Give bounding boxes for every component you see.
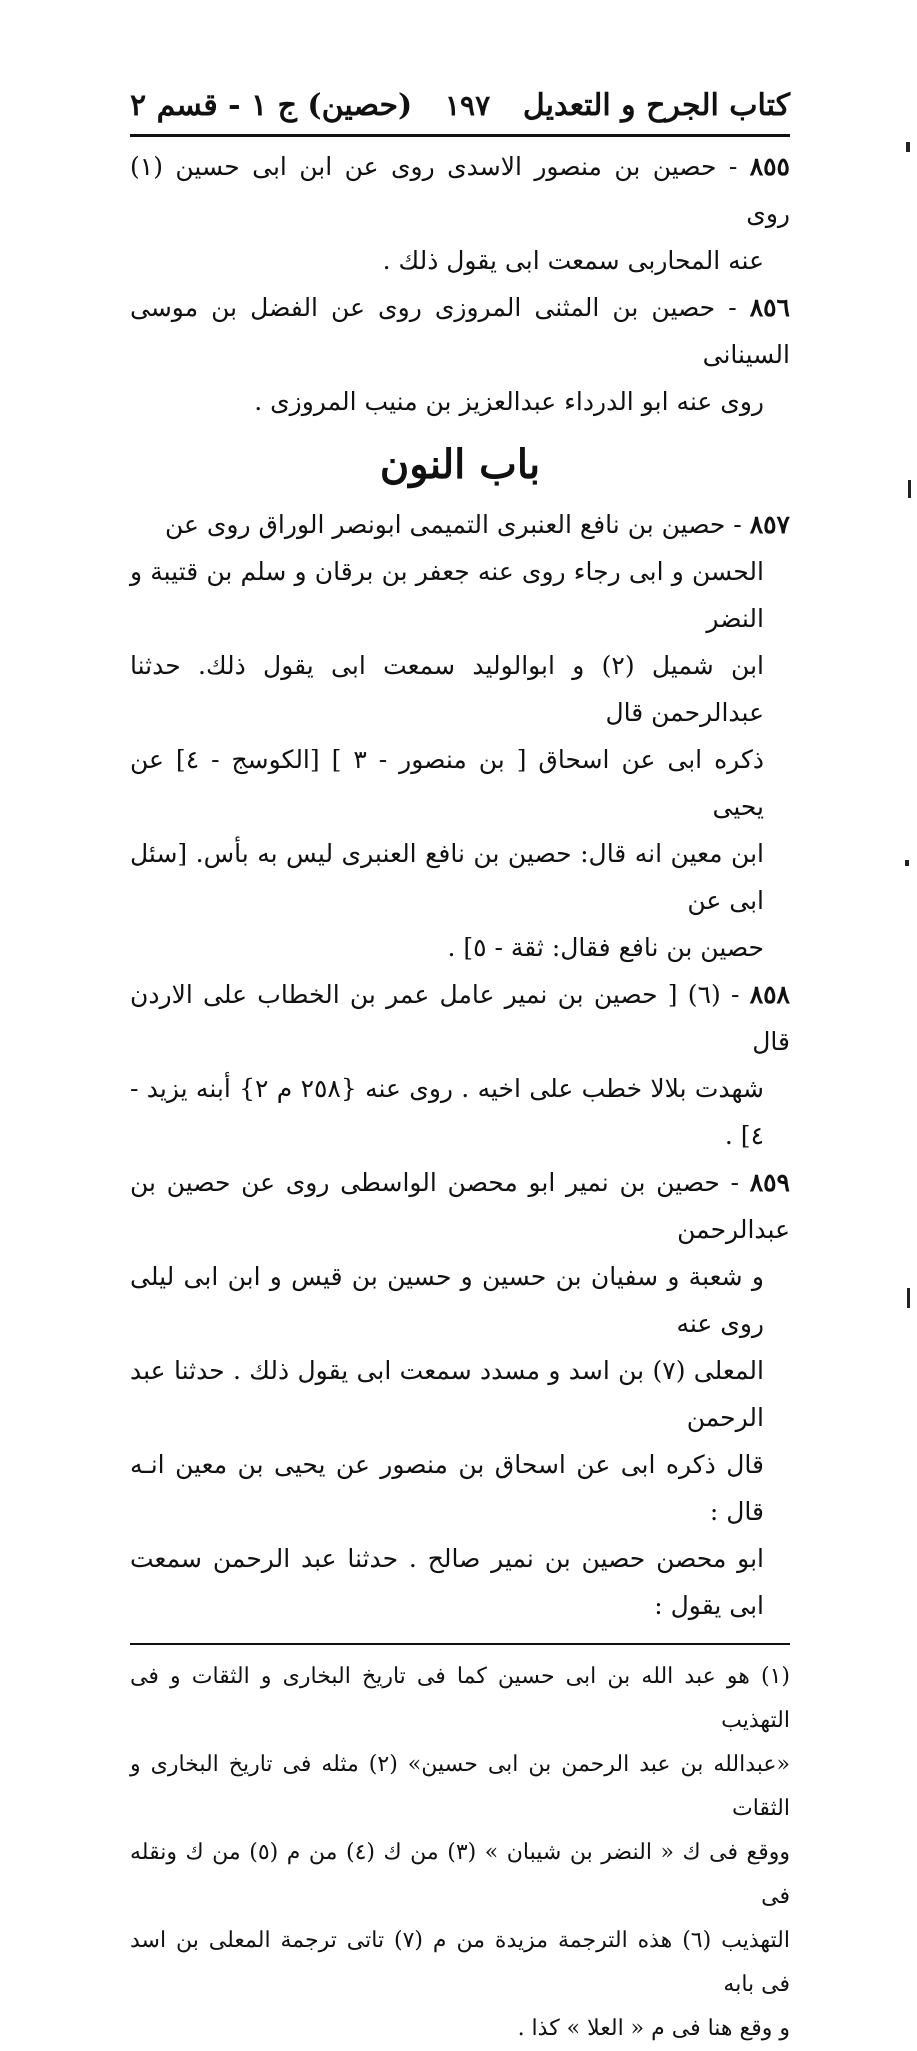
scan-mark xyxy=(905,860,909,866)
entry-line: حصين بن نافع فقال: ثقة - ٥] . xyxy=(447,933,764,962)
entry-857: ٨٥٧ - حصين بن نافع العنبرى التميمى ابونصر الوراق روى عن الحسن و ابى رجاء روى عنه جعفر بن برقان و سلم بن قتيبة و النضر ابن شميل (٢) و ابوالوليد سمعت ابى يقول ذلك. حدثنا عبدالرحمن قال ذكره ابى عن اسحاق [ بن منصور - ٣ ] [الكوسج - ٤] عن يحيى ابن معين انه قال: حصين بن نافع العنبرى ليس به بأس. [سئل ابى عن حصين بن نافع فقال: ثقة - ٥] . xyxy=(130,501,790,971)
page-header xyxy=(130,88,790,132)
footnote-line: «عبدالله بن عبد الرحمن بن ابى حسين» (٢) مثله فى تاريخ البخارى و الثقات xyxy=(130,1752,790,1821)
section-heading: باب النون xyxy=(379,441,541,488)
entry-number: ٨٥٩ xyxy=(749,1168,790,1197)
entry-line: حصين بن المثنى المروزى روى عن الفضل بن موسى السينانى xyxy=(130,293,790,369)
entry-line: شهدت بلالا خطب على اخيه . روى عنه {٢٥٨ م ٢} أبنه يزيد - ٤] . xyxy=(130,1074,764,1150)
entry-line: ابن معين انه قال: حصين بن نافع العنبرى ليس به بأس. [سئل ابى عن xyxy=(130,839,764,915)
entry-line: (٦) [ حصين بن نمير عامل عمر بن الخطاب على الاردن قال xyxy=(130,980,790,1056)
entry-855: ٨٥٥ - حصين بن منصور الاسدى روى عن ابن ابى حسين (١) روى عنه المحاربى سمعت ابى يقول ذلك . xyxy=(130,143,790,284)
entry-856: ٨٥٦ - حصين بن المثنى المروزى روى عن الفضل بن موسى السينانى روى عنه ابو الدرداء عبدالعزيز بن منيب المروزى . xyxy=(130,284,790,425)
entry-number: ٨٥٦ xyxy=(749,293,790,322)
entry-line: عنه المحاربى سمعت ابى يقول ذلك . xyxy=(382,246,764,275)
entry-line: ذكره ابى عن اسحاق [ بن منصور - ٣ ] [الكوسج - ٤] عن يحيى xyxy=(130,745,765,821)
footnote-line: ووقع فى ك « النضر بن شيبان » (٣) من ك (٤) من م (٥) من ك ونقله فى xyxy=(130,1840,790,1909)
book-title: كتاب الجرح و التعديل xyxy=(522,88,790,123)
entry-line: حصين بن نافع العنبرى التميمى ابونصر الوراق روى عن xyxy=(164,510,726,539)
footnote-line: التهذيب (٦) هذه الترجمة مزيدة من م (٧) تاتى ترجمة المعلى بن اسد فى بابه xyxy=(130,1928,790,1997)
entry-line: حصين بن نمير ابو محصن الواسطى روى عن حصين بن عبدالرحمن xyxy=(130,1168,790,1244)
entry-line: ابن شميل (٢) و ابوالوليد سمعت ابى يقول ذلك. حدثنا عبدالرحمن قال xyxy=(130,651,764,727)
entry-number: ٨٥٧ xyxy=(749,510,790,539)
entry-858: ٨٥٨ - (٦) [ حصين بن نمير عامل عمر بن الخطاب على الاردن قال شهدت بلالا خطب على اخيه . روى عنه {٢٥٨ م ٢} أبنه يزيد - ٤] . xyxy=(130,971,790,1159)
header-rule xyxy=(130,134,790,137)
footnotes xyxy=(130,1655,790,2051)
entries-list xyxy=(130,143,790,1629)
entry-line: المعلى (٧) بن اسد و مسدد سمعت ابى يقول ذلك . حدثنا عبد الرحمن xyxy=(130,1356,764,1432)
entry-number: ٨٥٨ xyxy=(749,980,790,1009)
entry-line: روى عنه ابو الدرداء عبدالعزيز بن منيب المروزى . xyxy=(254,387,764,416)
entry-line: حصين بن منصور الاسدى روى عن ابن ابى حسين (١) روى xyxy=(130,152,790,228)
scan-mark xyxy=(908,480,911,498)
scan-mark xyxy=(906,142,910,152)
footnote-rule xyxy=(130,1643,790,1645)
entry-number: ٨٥٥ xyxy=(749,152,790,181)
page-number: ١٩٧ xyxy=(444,89,491,122)
entry-line: قال ذكره ابى عن اسحاق بن منصور عن يحيى بن معين انـه قال : xyxy=(130,1450,764,1526)
footnote-line: (١) هو عبد الله بن ابى حسين كما فى تاريخ البخارى و الثقات و فى التهذيب xyxy=(130,1664,790,1733)
entry-line: ابو محصن حصين بن نمير صالح . حدثنا عبد الرحمن سمعت ابى يقول : xyxy=(130,1544,764,1620)
footnote-line: و وقع هنا فى م « العلا » كذا . xyxy=(517,2016,790,2041)
entry-859: ٨٥٩ - حصين بن نمير ابو محصن الواسطى روى عن حصين بن عبدالرحمن و شعبة و سفيان بن حسين و حسين بن قيس و ابن ابى ليلى روى عنه المعلى (٧) بن اسد و مسدد سمعت ابى يقول ذلك . حدثنا عبد الرحمن قال ذكره ابى عن اسحاق بن منصور عن يحيى بن معين انـه قال : ابو محصن حصين بن نمير صالح . حدثنا عبد الرحمن سمعت ابى يقول : xyxy=(130,1159,790,1629)
section-info: (حصين) ج ١ - قسم ٢ xyxy=(130,88,413,123)
scan-mark xyxy=(907,1288,910,1308)
entry-line: الحسن و ابى رجاء روى عنه جعفر بن برقان و سلم بن قتيبة و النضر xyxy=(130,557,764,633)
document-page xyxy=(130,88,790,2051)
entry-line: و شعبة و سفيان بن حسين و حسين بن قيس و ابن ابى ليلى روى عنه xyxy=(130,1262,764,1338)
